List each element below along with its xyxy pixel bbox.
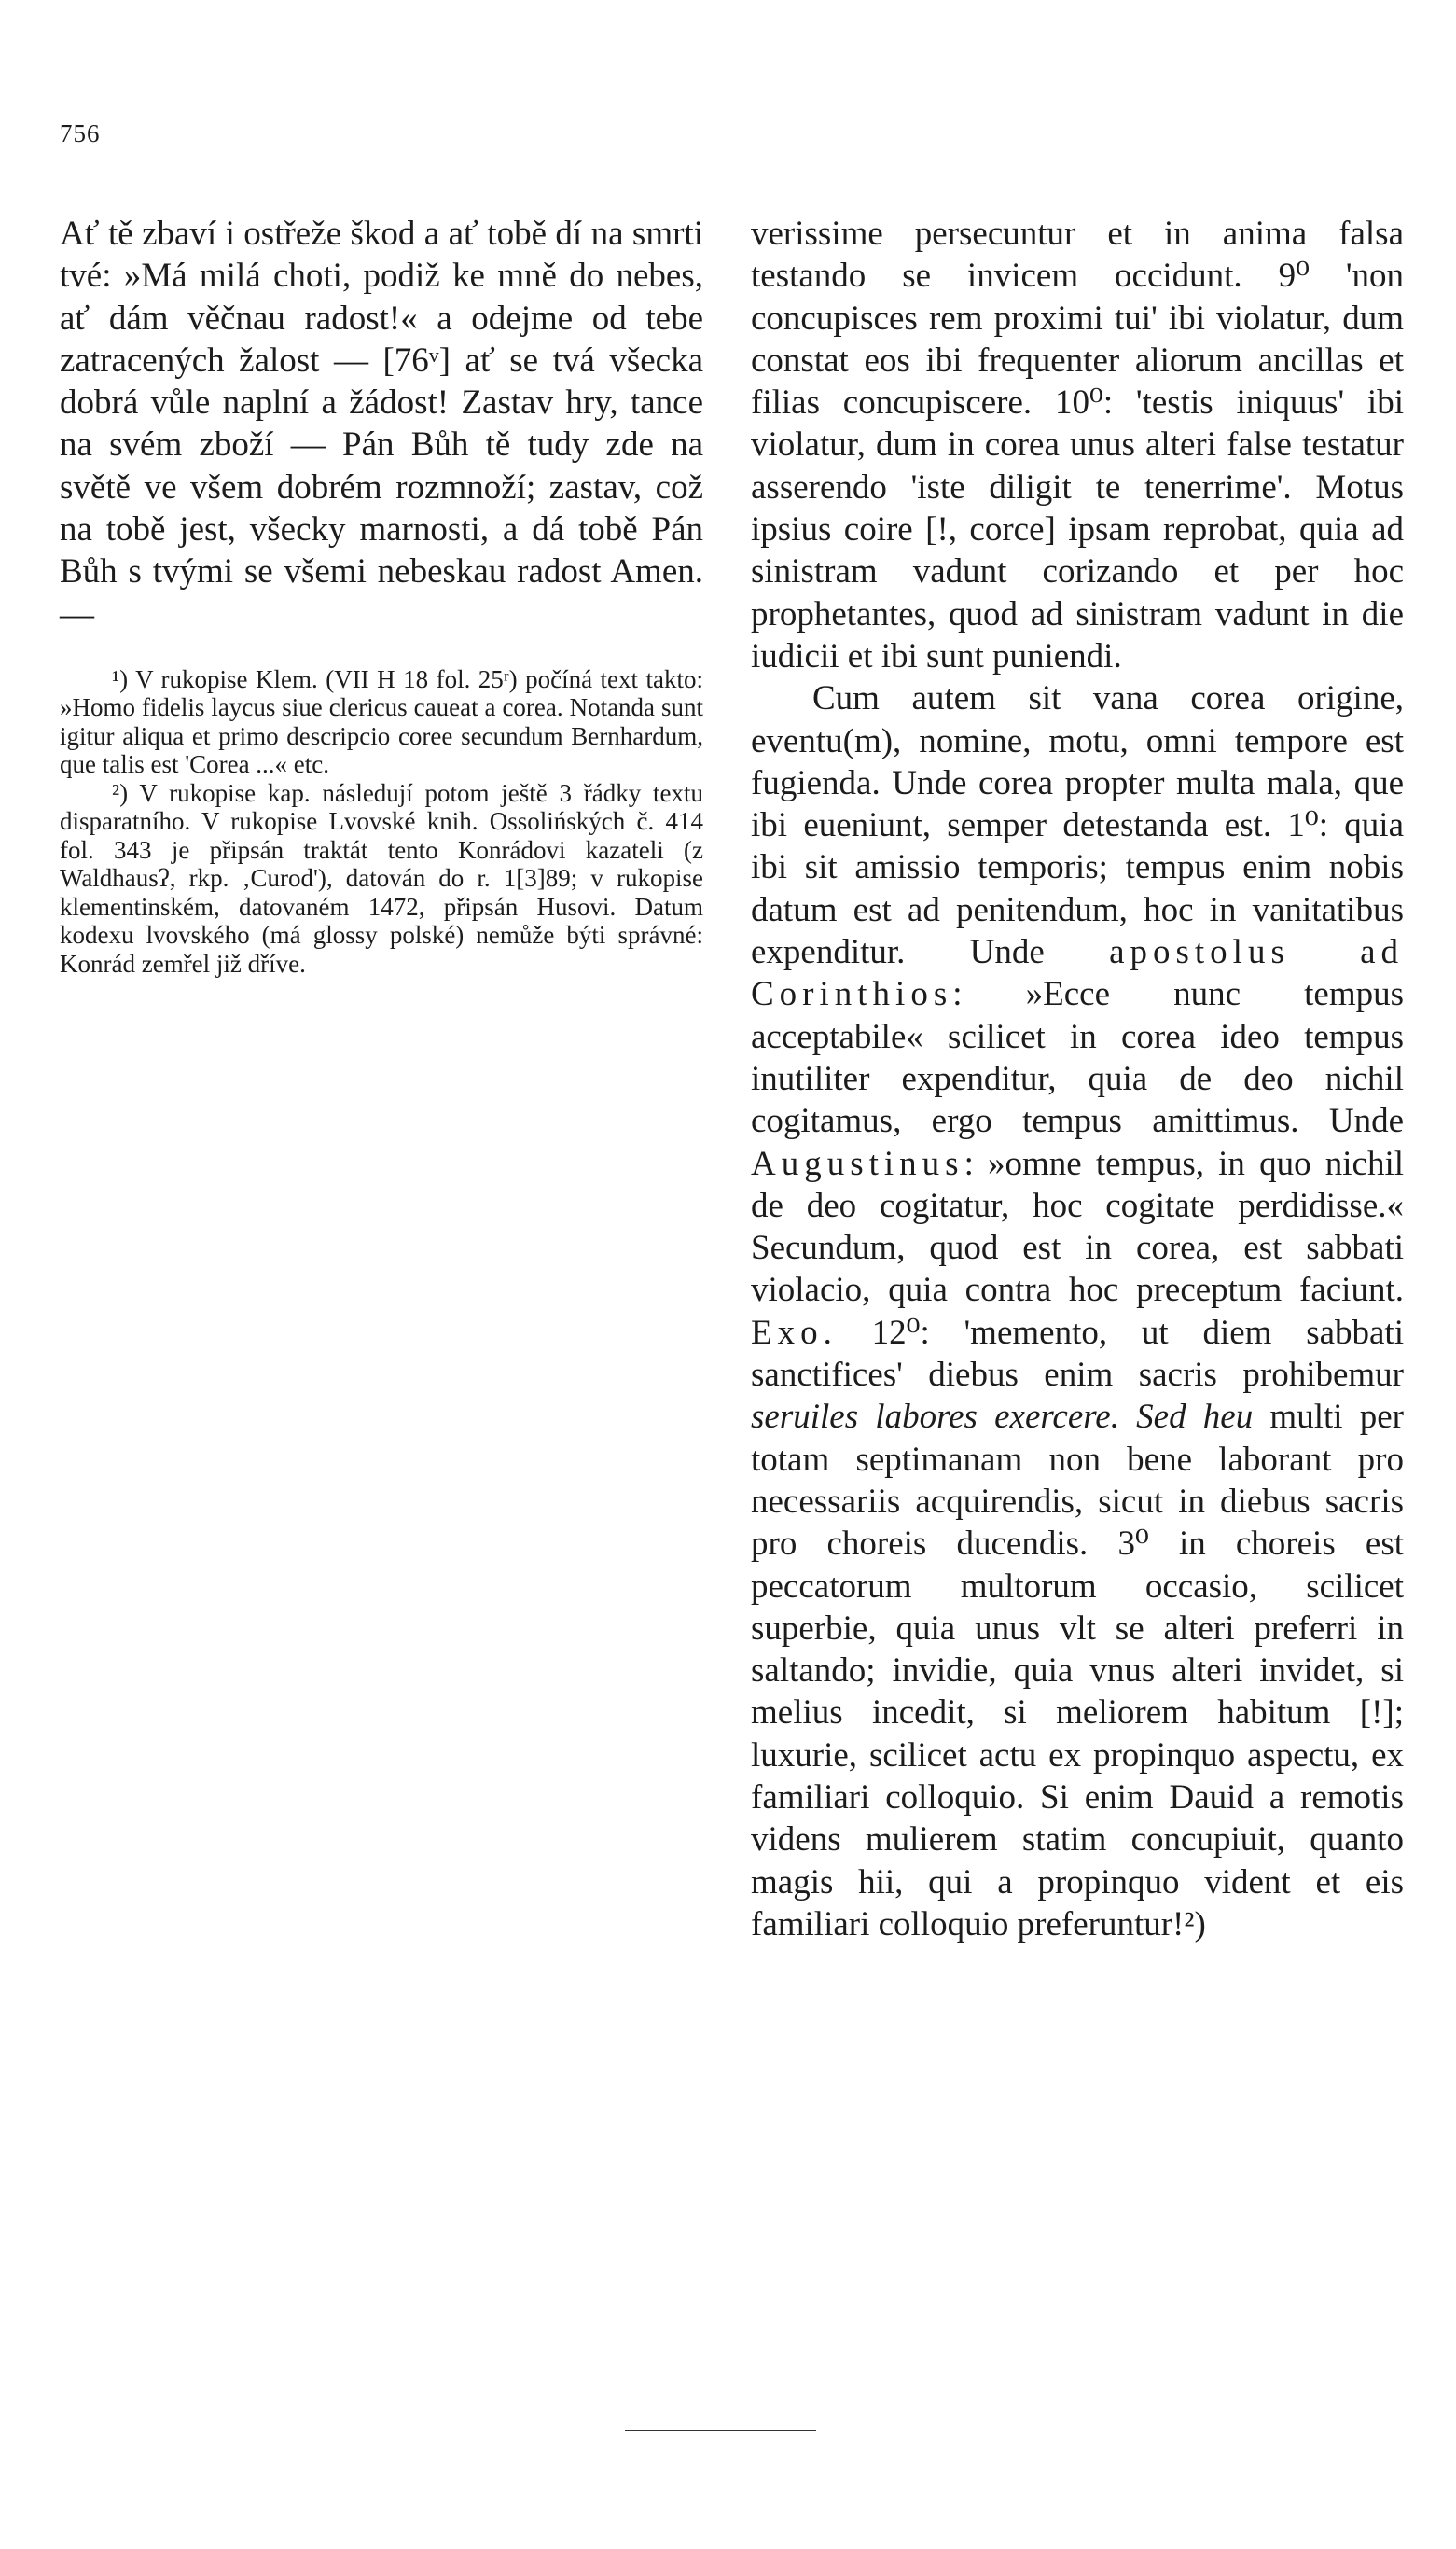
footnote-2: ²) V rukopise kap. následují potom ještě 3 řádky textu disparatního. V rukopise Lvovské knih. Ossolińských č. 414 fol. 343 je připsán traktát tento Konrádovi kazateli (z Waldhausʔ, rkp. ‚Curod'), datován do r. 1[3]89; v rukopise klementinském, datovaném 1472, připsán Husovi. Datum kodexu lvovského (má glossy polské) nemůže býti správné: Konrád zemřel již dříve. <box>60 778 703 978</box>
left-column <box>60 213 703 978</box>
latin-paragraph-2 <box>751 677 1404 1945</box>
latin-paragraph-1: verissime persecuntur et in anima falsa testando se invicem occidunt. 9⁰ 'non concupisces rem proximi tui' ibi violatur, dum constat eos ibi frequenter aliorum ancillas et filias concupiscere. 10⁰: 'testis iniquus' ibi violatur, dum in corea unus alteri false testatur asserendo 'iste diligit te tenerrime'. Motus ipsius coire [!, corce] ipsam reprobat, quia ad sinistram vadunt corizando et per hoc prophetantes, quod ad sinistram vadunt in die iudicii et ibi sunt puniendi. <box>751 215 1404 676</box>
italic-segment: seruiles labores exercere. Sed heu <box>751 1398 1254 1437</box>
text-segment: 12⁰: 'memento, ut diem sabbati sanctifices' diebus enim sacris prohibemur <box>751 1313 1404 1395</box>
czech-paragraph: Ať tě zbaví i ostřeže škod a ať tobě dí na smrti tvé: »Má milá choti, podiž ke mně do nebes, ať dám věčnau radost!« a odejme od tebe zatracených žalost — [76ᵛ] ať se tvá všecka dobrá vůle naplní a žádost! Zastav hry, tance na svém zboží — Pán Bůh tě tudy zde na světě ve všem dobrém rozmnoží; zastav, což na tobě jest, všecky marnosti, a dá tobě Pán Bůh s tvými se všemi nebeskau radost Amen.— <box>60 215 703 634</box>
text-segment: Cum autem sit vana corea origine, eventu(m), nomine, motu, omni tempore est fugienda. Unde corea propter multa mala, que ibi eueniunt, semper detestanda est. 1⁰: quia ibi sit amissio temporis; tempus enim nobis datum est ad penitendum, hoc in vanitatibus expenditur. Unde <box>751 679 1404 972</box>
citation-augustinus: Augustinus <box>751 1144 964 1183</box>
end-rule <box>625 2430 816 2431</box>
page-number: 756 <box>60 119 101 147</box>
text-segment: multi per totam septimanam non bene laborant pro necessariis acquirendis, sicut in diebus sacris pro choreis ducendis. 3⁰ in choreis est peccatorum multorum occasio, scilicet superbie, quia unus vlt se alteri preferri in saltando; invidie, quia vnus alteri invidet, si melius incedit, si meliorem habitum [!]; luxurie, scilicet actu ex propinquo aspectu, ex familiari colloquio. Si enim Dauid a remotis videns mulierem statim concupiuit, quanto magis hii, qui a propinquo vident et eis familiari colloquio preferuntur!²) <box>751 1398 1404 1943</box>
text-segment: : »omne tempus, in quo nichil de deo cogitatur, hoc cogitate perdidisse.« Secundum, quod est in corea, est sabbati violacio, quia contra hoc preceptum faciunt. <box>751 1144 1404 1310</box>
text-segment: : »Ecce nunc tempus acceptabile« scilicet in corea ideo tempus inutiliter expenditur, quia de deo nichil cogitamus, ergo tempus amittimus. Unde <box>751 975 1404 1141</box>
citation-exodus: Exo. <box>751 1313 838 1352</box>
right-column <box>751 213 1404 1945</box>
footnotes <box>60 665 703 979</box>
footnote-1: ¹) V rukopise Klem. (VII H 18 fol. 25ʳ) počíná text takto: »Homo fidelis laycus siue clericus caueat a corea. Notanda sunt igitur aliqua et primo descripcio coree secundum Bernhardum, que talis est 'Corea ...« etc. <box>60 664 703 779</box>
citation-apostolus: apostolus ad Corinthios <box>751 933 1405 1014</box>
